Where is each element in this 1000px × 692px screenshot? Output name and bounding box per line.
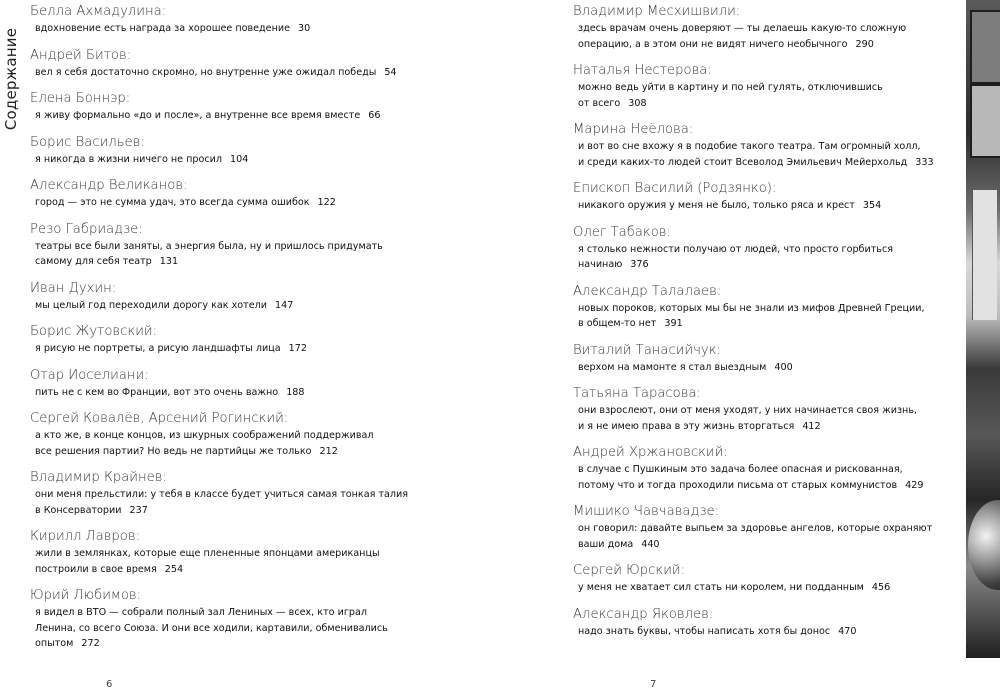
toc-entry-quote-line	[578, 198, 961, 214]
toc-entry-quote	[573, 301, 961, 332]
toc-entry-page: 470	[838, 625, 857, 637]
toc-entry-quote-text: построили в свое время	[35, 563, 157, 575]
toc-entry-author: Борис Жутовский:	[30, 324, 158, 339]
toc-entry-quote-line	[35, 254, 450, 270]
toc-entry-page: 456	[871, 582, 891, 593]
toc-entry-quote	[30, 487, 450, 518]
toc-entry-author: Отар Иоселиани:	[30, 367, 149, 383]
toc-entry-quote	[30, 195, 450, 211]
toc-entry-quote-text: вел я себя достаточно скромно, но внутренне уже ожидал победы	[35, 66, 377, 78]
toc-entry	[573, 444, 961, 493]
toc-entry-author: Владимир Месхишвили:	[573, 4, 741, 19]
toc-entry-quote	[30, 385, 450, 401]
toc-entry-page: 391	[664, 318, 683, 329]
toc-entry-quote-text: опытом	[35, 638, 74, 649]
toc-entry	[573, 224, 961, 273]
toc-entry-quote-text: я столько нежности получаю от людей, что просто горбиться	[578, 243, 894, 255]
toc-entry-quote-line	[35, 65, 450, 81]
toc-entry-quote-line	[35, 562, 450, 578]
toc-entry-quote-line	[35, 546, 450, 562]
toc-entry-author: Андрей Хржановский:	[573, 445, 728, 460]
toc-entry	[30, 367, 450, 401]
toc-entry	[573, 562, 961, 596]
toc-entry-quote-line	[578, 462, 961, 478]
toc-entry-page: 272	[81, 638, 100, 649]
toc-entry-page: 376	[630, 259, 649, 270]
toc-entry-quote	[573, 360, 961, 376]
toc-entry-quote-line	[578, 37, 961, 53]
toc-entry-quote-text: и я не имею права в эту жизнь вторгаться	[578, 420, 795, 432]
toc-entry-quote-line	[35, 239, 450, 255]
cover-photo-strip	[966, 0, 1000, 658]
toc-entry-quote	[573, 139, 961, 170]
toc-entry-quote	[30, 108, 450, 124]
toc-entry	[30, 410, 450, 459]
toc-entry-author: Александр Яковлев:	[573, 606, 714, 622]
toc-entry-page: 400	[774, 361, 793, 373]
toc-entry-quote-text: новых пороков, которых мы бы не знали из мифов Древней Греции,	[578, 302, 925, 314]
toc-entry-author: Епископ Василий (Родзянко):	[573, 181, 777, 196]
toc-entry-quote-line	[35, 152, 450, 168]
toc-entry-quote-text: я никогда в жизни ничего не просил	[35, 153, 222, 165]
toc-entry-quote	[573, 403, 961, 434]
toc-entry-quote-text: мы целый год переходили дорогу как хотели	[35, 299, 268, 311]
toc-entry-quote-text: и вот во сне вхожу я в подобие такого театра. Там огромный холл,	[578, 141, 921, 152]
toc-entry-quote-line	[35, 298, 450, 314]
right-page-number: 7	[650, 679, 657, 690]
toc-entry-quote	[573, 580, 961, 596]
toc-entry	[30, 47, 450, 81]
toc-entry	[30, 3, 450, 37]
toc-entry-quote-text: никакого оружия у меня не было, только ряса и крест	[578, 200, 855, 211]
toc-entry-page: 104	[229, 153, 249, 165]
toc-entry-page: 188	[286, 386, 305, 398]
toc-entry-quote-text: они взрослеют, они от меня уходят, у них начинается своя жизнь,	[578, 405, 918, 416]
toc-entry-author: Белла Ахмадулина:	[30, 4, 167, 19]
toc-entry	[30, 323, 450, 357]
toc-entry-author: Наталья Нестерова:	[573, 63, 712, 78]
toc-entry-quote	[30, 152, 450, 168]
toc-entry-quote	[30, 341, 450, 357]
toc-entry-quote-line	[35, 108, 450, 124]
toc-entry-page: 172	[288, 343, 307, 354]
toc-entry-quote-text: и среди каких-то людей стоит Всеволод Эмильевич Мейерхольд	[578, 156, 908, 168]
toc-entry-quote-text: театры все были заняты, а энергия была, ну и пришлось придумать	[35, 240, 383, 252]
toc-entry-page: 30	[298, 23, 311, 34]
toc-entry-quote-text: город — это не сумма удач, это всегда сумма ошибок	[35, 197, 310, 208]
toc-entry-quote-line	[35, 341, 450, 357]
toc-entry	[30, 587, 450, 652]
toc-entry-quote-line	[35, 428, 450, 444]
toc-entry-quote	[573, 242, 961, 273]
toc-entry-quote-text: я рисую не портреты, а рисую ландшафты лица	[35, 343, 281, 354]
toc-entry	[573, 342, 961, 376]
toc-entry-author: Резо Габриадзе:	[30, 221, 143, 237]
toc-entry-quote-line	[35, 385, 450, 401]
toc-left-column	[30, 3, 450, 662]
toc-entry-author: Олег Табаков:	[573, 224, 671, 240]
toc-entry-author: Борис Васильев:	[30, 134, 145, 150]
toc-entry	[30, 528, 450, 577]
toc-entry-quote-text: вдохновение есть награда за хорошее поведение	[35, 23, 290, 34]
toc-entry	[30, 280, 450, 314]
toc-entry-quote-text: верхом на мамонте я стал выездным	[578, 361, 767, 373]
toc-entry-quote	[30, 428, 450, 459]
toc-entry-quote-text: надо знать буквы, чтобы написать хотя бы донос	[578, 625, 831, 637]
toc-entry-page: 412	[802, 420, 821, 432]
toc-entry-quote	[30, 605, 450, 652]
toc-entry	[573, 3, 961, 52]
toc-entry-page: 147	[275, 299, 294, 311]
toc-entry-author: Елена Боннэр:	[30, 91, 131, 106]
toc-entry-quote-text: у меня не хватает сил стать ни королем, ни подданным	[578, 582, 864, 593]
toc-entry-quote-line	[578, 139, 961, 155]
toc-entry-page: 333	[915, 156, 934, 168]
toc-entry-author: Владимир Крайнев:	[30, 470, 167, 485]
toc-entry-quote-text: можно ведь уйти в картину и по ней гулять, отключившись	[578, 82, 883, 93]
toc-entry-quote-line	[578, 580, 961, 596]
toc-entry-quote-line	[35, 621, 450, 637]
toc-entry-quote-line	[578, 521, 961, 537]
toc-entry-quote-text: начинаю	[578, 259, 623, 270]
toc-entry-quote-line	[578, 242, 961, 258]
toc-entry-quote-text: я живу формально «до и после», а внутренне все время вместе	[35, 110, 361, 121]
toc-entry-quote	[573, 521, 961, 552]
toc-entry-author: Виталий Танасийчук:	[573, 342, 721, 358]
toc-entry-quote-line	[578, 537, 961, 553]
toc-entry-quote-line	[578, 624, 961, 640]
toc-entry	[573, 606, 961, 640]
toc-entry-quote	[30, 546, 450, 577]
toc-entry-author: Сергей Юрский:	[573, 563, 686, 578]
toc-entry-author: Татьяна Тарасова:	[573, 386, 702, 401]
section-title	[0, 27, 25, 131]
toc-entry-quote	[573, 21, 961, 52]
toc-entry-page: 429	[905, 479, 924, 491]
toc-entry-quote	[573, 624, 961, 640]
section-title-text: Содержание	[2, 27, 21, 131]
toc-entry-quote-line	[578, 316, 961, 332]
toc-entry-author: Кирилл Лавров:	[30, 529, 141, 544]
toc-entry-quote-text: все решения партии? Но ведь не партийцы же только	[35, 445, 312, 457]
toc-entry-author: Александр Великанов:	[30, 178, 188, 193]
toc-entry-author: Сергей Ковалёв, Арсений Рогинский:	[30, 411, 289, 426]
toc-entry-quote-line	[578, 478, 961, 494]
toc-entry-quote	[30, 65, 450, 81]
photo-icon-frame	[970, 84, 1000, 158]
toc-entry-page: 290	[855, 38, 874, 50]
toc-entry-author: Юрий Любимов:	[30, 588, 142, 603]
toc-entry-quote-text: они меня прельстили: у тебя в классе будет учиться самая тонкая талия	[35, 489, 409, 500]
toc-entry	[573, 503, 961, 552]
toc-entry-quote-line	[35, 605, 450, 621]
photo-sketch	[972, 190, 997, 320]
photo-icon-frame	[970, 10, 1000, 84]
toc-entry	[30, 177, 450, 211]
toc-entry-quote-text: операцию, а в этом они не видят ничего необычного	[578, 38, 848, 50]
toc-entry-quote	[573, 198, 961, 214]
toc-entry-author: Мишико Чавчавадзе:	[573, 504, 720, 519]
toc-entry-author: Марина Неёлова:	[573, 122, 694, 137]
toc-entry-quote-line	[35, 444, 450, 460]
toc-entry-quote-text: пить не с кем во Франции, вот это очень важно	[35, 386, 279, 398]
toc-entry-quote-text: здесь врачам очень доверяют — ты делаешь какую-то сложную	[578, 23, 907, 34]
toc-entry-quote-line	[578, 96, 961, 112]
toc-entry	[573, 180, 961, 214]
toc-entry-author: Андрей Битов:	[30, 47, 132, 63]
toc-entry	[30, 469, 450, 518]
toc-entry-quote-line	[578, 257, 961, 273]
toc-entry-quote-text: в случае с Пушкиным это задача более опасная и рискованная,	[578, 464, 903, 475]
toc-entry-quote-text: жили в землянках, которые еще плененные японцами американцы	[35, 548, 380, 559]
toc-entry-quote-line	[35, 195, 450, 211]
toc-entry-quote-line	[35, 487, 450, 503]
toc-entry	[30, 221, 450, 270]
toc-entry-author: Александр Талалаев:	[573, 283, 722, 299]
toc-entry-quote-text: от всего	[578, 97, 621, 109]
toc-entry-quote-line	[578, 419, 961, 435]
photo-globe	[968, 500, 1000, 590]
toc-entry-page: 254	[164, 563, 184, 575]
toc-entry-author: Иван Духин:	[30, 280, 117, 296]
toc-entry-quote	[573, 462, 961, 493]
toc-entry	[30, 134, 450, 168]
toc-entry-quote	[30, 21, 450, 37]
toc-entry-quote-line	[578, 21, 961, 37]
toc-entry-quote-line	[578, 155, 961, 171]
toc-entry-page: 354	[862, 200, 882, 211]
toc-entry-page: 308	[628, 97, 647, 109]
toc-entry-quote-text: а кто же, в конце концов, из шкурных соображений поддерживал	[35, 430, 374, 441]
toc-entry	[573, 62, 961, 111]
toc-entry-quote-line	[35, 503, 450, 519]
toc-entry	[30, 90, 450, 124]
toc-entry-page: 237	[129, 504, 148, 516]
toc-entry	[573, 385, 961, 434]
toc-entry-quote-line	[35, 636, 450, 652]
toc-entry-quote-line	[578, 403, 961, 419]
toc-entry-quote-text: в общем-то нет	[578, 318, 657, 329]
toc-entry-page: 54	[384, 66, 397, 78]
toc-entry-quote-text: самому для себя театр	[35, 256, 152, 267]
toc-right-column	[573, 3, 961, 649]
toc-entry-quote	[30, 239, 450, 270]
toc-entry-page: 212	[319, 445, 338, 457]
toc-entry	[573, 283, 961, 332]
toc-entry-quote-text: ваши дома	[578, 538, 634, 550]
toc-entry-quote-text: он говорил: давайте выпьем за здоровье ангелов, которые охраняют	[578, 523, 933, 534]
toc-entry-page: 131	[159, 256, 179, 267]
toc-entry-quote-line	[578, 80, 961, 96]
toc-entry-quote-line	[578, 360, 961, 376]
toc-entry-quote-text: в Консерватории	[35, 504, 122, 516]
toc-entry-quote-text: Ленина, со всего Союза. И они все ходили, картавили, обменивались	[35, 622, 388, 634]
toc-entry-page: 66	[368, 110, 381, 121]
toc-entry-page: 122	[317, 197, 336, 208]
toc-entry-quote	[30, 298, 450, 314]
toc-entry	[573, 121, 961, 170]
toc-entry-quote-text: я видел в ВТО — собрали полный зал Лениных — всех, кто играл	[35, 607, 367, 618]
toc-entry-page: 440	[641, 538, 660, 550]
toc-entry-quote-line	[578, 301, 961, 317]
toc-entry-quote-text: потому что и тогда проходили письма от старых коммунистов	[578, 479, 898, 491]
left-page-number: 6	[106, 679, 113, 690]
toc-entry-quote-line	[35, 21, 450, 37]
toc-entry-quote	[573, 80, 961, 111]
